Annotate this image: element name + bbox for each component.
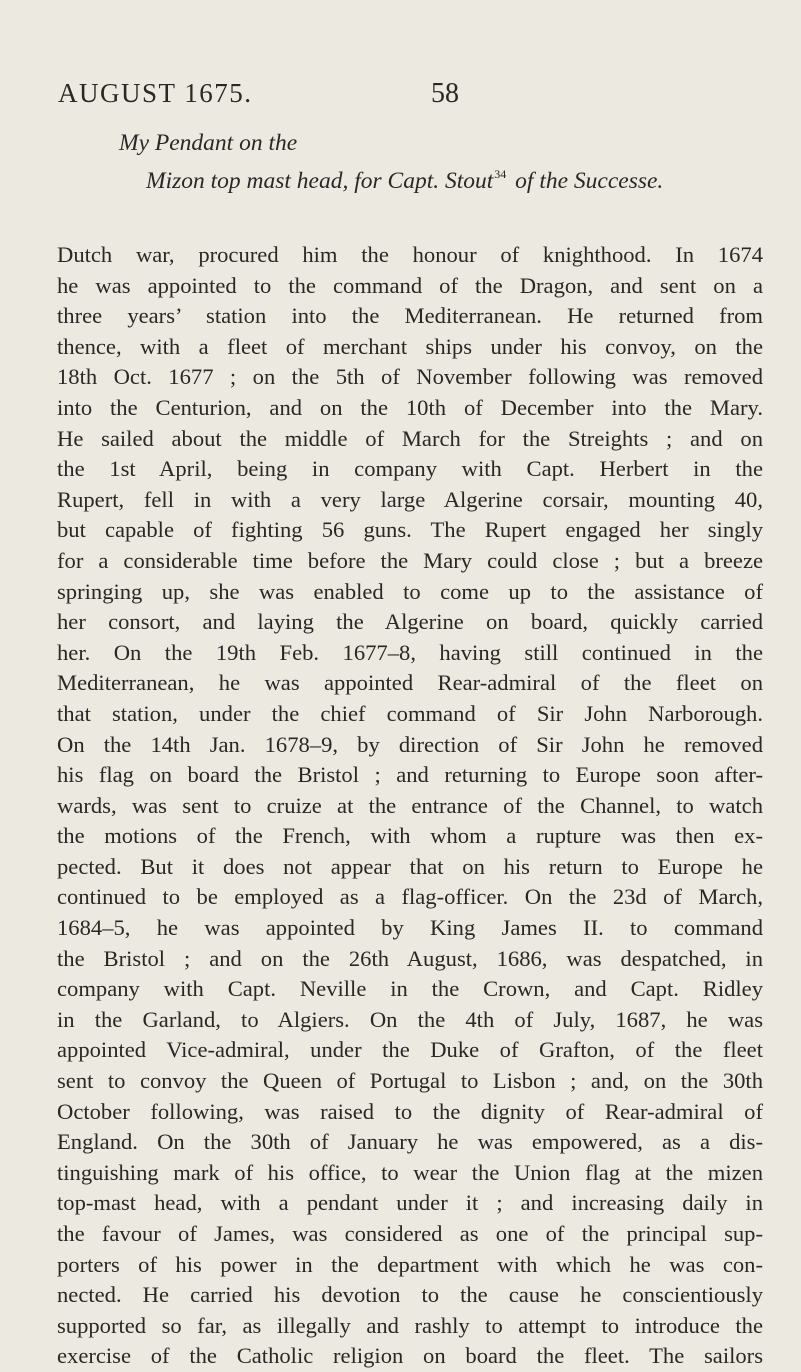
- running-head: [58, 78, 758, 118]
- entry-line-2-text: Mizon top mast head, for Capt. Stout: [146, 168, 494, 194]
- body-line: wards, was sent to cruize at the entrance of the Channel, to watch: [57, 792, 763, 818]
- body-line: 1684–5, he was appointed by King James II. to command: [57, 915, 763, 941]
- body-line: the favour of James, was considered as one of the principal sup-: [57, 1221, 763, 1246]
- body-line: thence, with a fleet of merchant ships under his convoy, on the: [57, 333, 763, 359]
- body-line: continued to be employed as a flag-officer. On the 23d of March,: [57, 884, 763, 910]
- body-line: into the Centurion, and on the 10th of December into the Mary.: [57, 394, 763, 420]
- body-line: He sailed about the middle of March for the Streights ; and on: [57, 425, 763, 451]
- body-line: On the 14th Jan. 1678–9, by direction of Sir John he removed: [57, 731, 763, 757]
- body-line: the motions of the French, with whom a rupture was then ex-: [57, 823, 763, 849]
- body-line: appointed Vice-admiral, under the Duke of Grafton, of the fleet: [57, 1037, 763, 1063]
- body-line: Rupert, fell in with a very large Algerine corsair, mounting 40,: [57, 486, 763, 512]
- body-line: three years’ station into the Mediterranean. He returned from: [57, 303, 763, 329]
- body-line: porters of his power in the department with which he was con-: [57, 1251, 763, 1277]
- body-line: her consort, and laying the Algerine on board, quickly carried: [57, 609, 763, 635]
- body-line: the 1st April, being in company with Capt. Herbert in the: [57, 456, 763, 482]
- body-line: his flag on board the Bristol ; and returning to Europe soon after-: [57, 762, 763, 788]
- running-head-title: AUGUST 1675.: [58, 78, 253, 108]
- entry-line-1: My Pendant on the: [119, 130, 298, 156]
- page-number: 58: [431, 78, 459, 109]
- body-line: he was appointed to the command of the Dragon, and sent on a: [57, 272, 763, 298]
- entry-line-2: [119, 159, 759, 197]
- body-line: 18th Oct. 1677 ; on the 5th of November following was removed: [57, 364, 763, 390]
- body-line: sent to convoy the Queen of Portugal to Lisbon ; and, on the 30th: [57, 1068, 763, 1094]
- body-line: exercise of the Catholic religion on board the fleet. The sailors: [57, 1343, 763, 1369]
- body-line: the Bristol ; and on the 26th August, 1686, was despatched, in: [57, 945, 763, 971]
- body-line: in the Garland, to Algiers. On the 4th of July, 1687, he was: [57, 1006, 763, 1032]
- body-line: Dutch war, procured him the honour of knighthood. In 1674: [57, 242, 763, 267]
- body-line: but capable of fighting 56 guns. The Rupert engaged her singly: [57, 517, 763, 543]
- body-line: company with Capt. Neville in the Crown, and Capt. Ridley: [57, 976, 763, 1002]
- body-line: her. On the 19th Feb. 1677–8, having still continued in the: [57, 639, 763, 665]
- journal-entry: [119, 128, 759, 197]
- footnote-reference: 34: [494, 167, 507, 181]
- footnote-body: [57, 240, 763, 1372]
- body-line: that station, under the chief command of Sir John Narborough.: [57, 700, 763, 726]
- body-line: tinguishing mark of his office, to wear the Union flag at the mizen: [57, 1159, 763, 1185]
- body-line: springing up, she was enabled to come up to the assistance of: [57, 578, 763, 604]
- body-line: supported so far, as illegally and rashly to attempt to introduce the: [57, 1312, 763, 1338]
- body-line: Mediterranean, he was appointed Rear-admiral of the fleet on: [57, 670, 763, 696]
- body-line: for a considerable time before the Mary could close ; but a breeze: [57, 547, 763, 573]
- body-line: pected. But it does not appear that on his return to Europe he: [57, 853, 763, 879]
- body-line: top-mast head, with a pendant under it ; and increasing daily in: [57, 1190, 763, 1216]
- body-line: October following, was raised to the dignity of Rear-admiral of: [57, 1098, 763, 1124]
- body-line: nected. He carried his devotion to the cause he conscientiously: [57, 1282, 763, 1308]
- body-line: England. On the 30th of January he was empowered, as a dis-: [57, 1129, 763, 1155]
- entry-line-2-tail: of the Successe.: [509, 168, 664, 194]
